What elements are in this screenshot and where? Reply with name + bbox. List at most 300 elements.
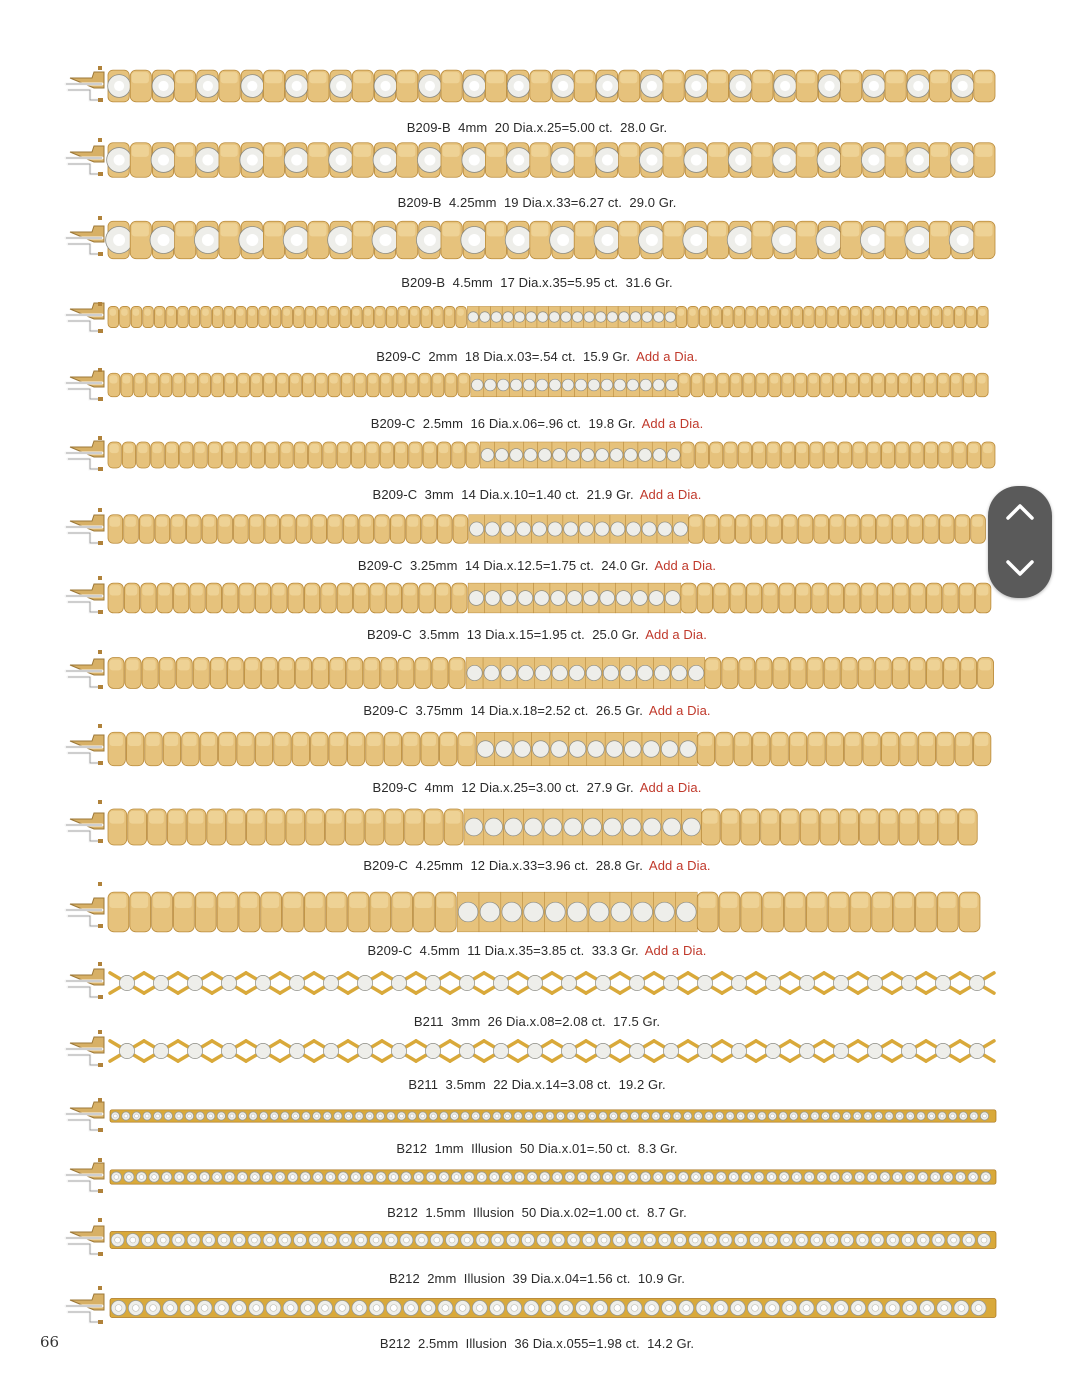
diamond-link xyxy=(152,70,175,102)
gold-link xyxy=(279,658,295,689)
gold-link xyxy=(939,442,952,468)
diamond xyxy=(400,1234,413,1247)
diamond-link xyxy=(600,373,613,397)
x-link xyxy=(246,1041,280,1061)
gold-link xyxy=(108,583,123,613)
diamond xyxy=(451,1172,461,1182)
gold-link xyxy=(145,732,162,765)
gold-link xyxy=(108,306,119,327)
diamond-link xyxy=(665,306,677,327)
gold-link xyxy=(190,583,205,613)
diamond-link xyxy=(550,732,568,765)
gold-link xyxy=(405,809,424,845)
gold-link xyxy=(386,583,401,613)
diamond xyxy=(886,1234,899,1247)
clasp xyxy=(66,882,104,928)
product-caption xyxy=(0,275,1074,290)
x-link xyxy=(178,1041,212,1061)
gold-link xyxy=(769,306,780,327)
diamond-link xyxy=(679,732,697,765)
gold-link xyxy=(943,583,958,613)
gold-link xyxy=(841,221,862,258)
gold-link xyxy=(873,373,885,397)
chevron-up-icon xyxy=(1004,500,1036,524)
diamond xyxy=(729,1172,739,1182)
gold-link xyxy=(294,442,307,468)
gold-link xyxy=(159,658,175,689)
gold-link xyxy=(348,892,369,932)
diamond-link xyxy=(652,442,666,468)
diamond xyxy=(885,1301,900,1316)
gold-link xyxy=(130,221,151,258)
bracelet-image xyxy=(64,136,1000,184)
diamond xyxy=(679,1301,694,1316)
diamond-link xyxy=(505,221,532,258)
gold-link xyxy=(406,515,421,544)
gold-link xyxy=(954,306,965,327)
gold-link xyxy=(437,515,452,544)
gold-link xyxy=(663,70,684,102)
gold-link xyxy=(681,442,694,468)
diamond xyxy=(335,1301,350,1316)
diamond-link xyxy=(862,70,885,102)
diamond-link xyxy=(552,442,566,468)
x-link xyxy=(382,1041,416,1061)
diamond xyxy=(782,1301,797,1316)
diamond-link xyxy=(479,306,491,327)
diamond-link xyxy=(552,70,575,102)
gold-link xyxy=(485,143,506,178)
gold-link xyxy=(719,892,740,932)
gold-link xyxy=(108,658,124,689)
gold-link xyxy=(943,658,959,689)
diamond xyxy=(476,1234,489,1247)
diamond-link xyxy=(654,658,671,689)
diamond xyxy=(855,1172,865,1182)
diamond xyxy=(552,1172,562,1182)
product-caption xyxy=(0,349,1074,364)
diamond-link xyxy=(514,306,526,327)
diamond xyxy=(758,1112,766,1120)
diamond-link xyxy=(774,70,797,102)
add-a-dia-link: Add a Dia. xyxy=(654,558,717,573)
gold-link xyxy=(877,583,892,613)
clasp xyxy=(66,576,104,614)
gold-link xyxy=(722,658,738,689)
diamond xyxy=(932,1234,945,1247)
gold-link xyxy=(752,442,765,468)
gold-link xyxy=(707,143,728,178)
diamond xyxy=(185,1112,193,1120)
diamond xyxy=(938,1112,946,1120)
gold-link xyxy=(187,809,206,845)
product-caption xyxy=(0,487,1074,502)
diamond xyxy=(300,1301,315,1316)
gold-link xyxy=(926,583,941,613)
diamond-link xyxy=(510,373,523,397)
gold-link xyxy=(421,732,438,765)
scroll-down-button[interactable] xyxy=(988,542,1052,598)
gold-link xyxy=(861,515,876,544)
clasp xyxy=(66,1218,104,1256)
gold-link xyxy=(456,306,467,327)
gold-link xyxy=(432,658,448,689)
gold-link xyxy=(439,732,456,765)
diamond xyxy=(816,1301,831,1316)
diamond-link xyxy=(196,70,219,102)
diamond-link xyxy=(551,143,576,178)
gold-link xyxy=(841,70,862,102)
gold-link xyxy=(908,515,923,544)
diamond xyxy=(288,1172,298,1182)
gold-link xyxy=(180,442,193,468)
gold-link xyxy=(752,143,773,178)
gold-link xyxy=(746,583,761,613)
gold-link xyxy=(419,373,431,397)
diamond xyxy=(162,1172,172,1182)
diamond-link xyxy=(562,373,575,397)
diamond xyxy=(355,1112,363,1120)
gold-link xyxy=(152,892,173,932)
bracelet-image xyxy=(64,880,1000,944)
diamond xyxy=(491,1234,504,1247)
gold-link xyxy=(315,373,327,397)
add-a-dia-link: Add a Dia. xyxy=(639,780,702,795)
diamond-link xyxy=(595,306,607,327)
gold-link xyxy=(329,732,346,765)
diamond xyxy=(291,1112,299,1120)
diamond xyxy=(154,1112,162,1120)
gold-link xyxy=(838,442,851,468)
diamond-link xyxy=(374,70,397,102)
diamond xyxy=(609,1112,617,1120)
gold-link xyxy=(143,306,154,327)
gold-link xyxy=(860,809,879,845)
diamond xyxy=(527,1172,537,1182)
diamond-link xyxy=(642,732,660,765)
gold-link xyxy=(363,306,374,327)
gold-link xyxy=(769,373,781,397)
diamond-link xyxy=(861,143,886,178)
diamond xyxy=(214,1301,229,1316)
diamond xyxy=(754,1172,764,1182)
diamond-link xyxy=(641,515,657,544)
diamond xyxy=(792,1172,802,1182)
diamond-link xyxy=(151,143,176,178)
gold-link xyxy=(354,373,366,397)
gold-link xyxy=(137,442,150,468)
gold-link xyxy=(126,732,143,765)
diamond xyxy=(248,1234,261,1247)
diamond xyxy=(446,1234,459,1247)
diamond-link xyxy=(632,892,654,932)
diamond xyxy=(142,1234,155,1247)
gold-link xyxy=(218,732,235,765)
x-link xyxy=(144,973,178,993)
diamond xyxy=(856,1234,869,1247)
diamond xyxy=(959,1112,967,1120)
gold-link xyxy=(704,373,716,397)
diamond-link xyxy=(772,221,799,258)
gold-link xyxy=(219,143,240,178)
diamond-link xyxy=(587,732,605,765)
diamond-link xyxy=(609,442,623,468)
gold-link xyxy=(458,373,470,397)
gold-link xyxy=(341,373,353,397)
gold-link xyxy=(120,306,131,327)
diamond xyxy=(871,1234,884,1247)
diamond-link xyxy=(624,732,642,765)
diamond xyxy=(981,1172,991,1182)
clasp xyxy=(66,724,104,765)
gold-link xyxy=(367,373,379,397)
gold-link xyxy=(131,306,142,327)
diamond xyxy=(260,1112,268,1120)
gold-link xyxy=(574,221,595,258)
gold-link xyxy=(911,373,923,397)
diamond xyxy=(354,1234,367,1247)
gold-link xyxy=(186,515,201,544)
gold-link xyxy=(351,306,362,327)
diamond-link xyxy=(685,70,708,102)
diamond-link xyxy=(563,809,583,845)
x-link xyxy=(450,1041,484,1061)
diamond-link xyxy=(516,515,532,544)
x-link xyxy=(450,973,484,993)
diamond-link xyxy=(640,70,663,102)
diamond xyxy=(472,1301,487,1316)
gold-link xyxy=(900,732,917,765)
gold-link xyxy=(853,442,866,468)
diamond xyxy=(779,1112,787,1120)
gold-link xyxy=(108,809,127,845)
gold-link xyxy=(924,515,939,544)
gold-link xyxy=(739,658,755,689)
diamond-link xyxy=(950,143,975,178)
gold-link xyxy=(710,442,723,468)
gold-link xyxy=(206,583,221,613)
product-caption xyxy=(0,780,1074,795)
diamond xyxy=(810,1234,823,1247)
diamond xyxy=(790,1112,798,1120)
diamond xyxy=(716,1172,726,1182)
diamond xyxy=(164,1112,172,1120)
diamond-link xyxy=(543,809,563,845)
x-link xyxy=(552,1041,586,1061)
gold-link xyxy=(959,583,974,613)
gold-link xyxy=(881,732,898,765)
gold-link xyxy=(796,221,817,258)
gold-link xyxy=(249,515,264,544)
clasp xyxy=(66,302,104,333)
gold-link xyxy=(963,373,975,397)
gold-link xyxy=(695,442,708,468)
gold-link xyxy=(247,306,258,327)
gold-link xyxy=(716,732,733,765)
diamond xyxy=(397,1112,405,1120)
bracelet-image xyxy=(64,1216,1000,1264)
gold-link xyxy=(730,373,742,397)
gold-link xyxy=(304,892,325,932)
product-spec: B209-C 2mm 18 Dia.x.03=.54 ct. 15.9 Gr. xyxy=(376,349,631,364)
gold-link xyxy=(959,892,980,932)
diamond-link xyxy=(610,892,632,932)
diamond xyxy=(187,1234,200,1247)
gold-link xyxy=(756,658,772,689)
diamond xyxy=(795,1234,808,1247)
bracelet-image xyxy=(64,1156,1000,1198)
diamond xyxy=(834,1301,849,1316)
x-link xyxy=(926,1041,960,1061)
diamond-link xyxy=(500,658,517,689)
gold-link xyxy=(955,515,970,544)
gold-link xyxy=(898,373,910,397)
gold-link xyxy=(792,306,803,327)
gold-link xyxy=(415,658,431,689)
x-link xyxy=(858,973,892,993)
diamond-link xyxy=(610,515,626,544)
gold-link xyxy=(734,306,745,327)
gold-link xyxy=(688,306,699,327)
diamond xyxy=(880,1172,890,1182)
diamond-link xyxy=(648,583,664,613)
diamond-link xyxy=(195,143,220,178)
product-caption xyxy=(0,1141,1074,1156)
diamond xyxy=(582,1234,595,1247)
diamond-link xyxy=(665,373,678,397)
diamond xyxy=(640,1172,650,1182)
gold-link xyxy=(397,143,418,178)
diamond xyxy=(540,1172,550,1182)
diamond xyxy=(694,1112,702,1120)
diamond xyxy=(864,1112,872,1120)
x-link xyxy=(756,1041,790,1061)
gold-link xyxy=(308,143,329,178)
gold-link xyxy=(707,70,728,102)
diamond-link xyxy=(595,143,620,178)
diamond xyxy=(765,1301,780,1316)
diamond xyxy=(615,1172,625,1182)
diamond xyxy=(111,1172,121,1182)
gold-link xyxy=(419,583,434,613)
gold-link xyxy=(756,373,768,397)
gold-link xyxy=(918,732,935,765)
gold-link xyxy=(678,373,690,397)
gold-link xyxy=(351,442,364,468)
diamond xyxy=(124,1172,134,1182)
gold-link xyxy=(574,70,595,102)
product-spec: B212 2mm Illusion 39 Dia.x.04=1.56 ct. 10.9 Gr. xyxy=(389,1271,685,1286)
x-link xyxy=(314,973,348,993)
diamond-link xyxy=(517,583,533,613)
gold-link xyxy=(872,892,893,932)
diamond xyxy=(414,1172,424,1182)
diamond-link xyxy=(468,583,484,613)
gold-link xyxy=(167,809,186,845)
product-caption xyxy=(0,1014,1074,1029)
diamond xyxy=(174,1172,184,1182)
gold-link xyxy=(202,515,217,544)
product-spec: B211 3.5mm 22 Dia.x.14=3.08 ct. 19.2 Gr. xyxy=(408,1077,666,1092)
product-spec: B209-C 4.5mm 11 Dia.x.35=3.85 ct. 33.3 Gr. xyxy=(367,943,639,958)
diamond xyxy=(593,1301,608,1316)
gold-link xyxy=(746,306,757,327)
gold-link xyxy=(326,892,347,932)
gold-link xyxy=(619,143,640,178)
gold-link xyxy=(321,583,336,613)
diamond-link xyxy=(585,658,602,689)
diamond-link xyxy=(502,306,514,327)
diamond-link xyxy=(949,221,976,258)
scroll-up-button[interactable] xyxy=(988,486,1052,542)
diamond xyxy=(546,1112,554,1120)
gold-link xyxy=(939,809,958,845)
diamond-link xyxy=(675,892,697,932)
diamond xyxy=(867,1172,877,1182)
bracelet-image xyxy=(64,798,1000,856)
diamond xyxy=(628,1172,638,1182)
diamond xyxy=(613,1234,626,1247)
gold-link xyxy=(409,306,420,327)
product-caption xyxy=(0,120,1074,135)
diamond xyxy=(232,1301,247,1316)
diamond xyxy=(323,1112,331,1120)
diamond xyxy=(128,1301,143,1316)
diamond xyxy=(841,1234,854,1247)
diamond xyxy=(832,1112,840,1120)
diamond xyxy=(684,1112,692,1120)
product-spec: B209-C 3.75mm 14 Dia.x.18=2.52 ct. 26.5 Gr. xyxy=(363,703,643,718)
diamond-link xyxy=(550,583,566,613)
gold-link xyxy=(681,583,696,613)
diamond xyxy=(896,1112,904,1120)
x-link xyxy=(756,973,790,993)
gold-link xyxy=(328,373,340,397)
gold-link xyxy=(186,373,198,397)
diamond-link xyxy=(284,143,309,178)
gold-link xyxy=(238,373,250,397)
gold-link xyxy=(885,373,897,397)
diamond-link xyxy=(500,515,516,544)
diamond-link xyxy=(599,583,615,613)
diamond xyxy=(309,1234,322,1247)
diamond xyxy=(643,1234,656,1247)
diamond xyxy=(768,1112,776,1120)
gold-link xyxy=(263,143,284,178)
diamond xyxy=(218,1234,231,1247)
gold-link xyxy=(826,732,843,765)
gold-link xyxy=(337,583,352,613)
diamond xyxy=(212,1172,222,1182)
x-link xyxy=(518,1041,552,1061)
diamond xyxy=(578,1112,586,1120)
diamond xyxy=(843,1112,851,1120)
diamond xyxy=(278,1234,291,1247)
diamond xyxy=(126,1234,139,1247)
diamond xyxy=(817,1172,827,1182)
diamond xyxy=(199,1172,209,1182)
gold-link xyxy=(785,892,806,932)
diamond-link xyxy=(523,809,543,845)
diamond xyxy=(522,1234,535,1247)
diamond xyxy=(906,1112,914,1120)
gold-link xyxy=(151,442,164,468)
diamond xyxy=(524,1301,539,1316)
gold-link xyxy=(207,809,226,845)
diamond xyxy=(892,1172,902,1182)
gold-link xyxy=(885,306,896,327)
x-link xyxy=(586,1041,620,1061)
